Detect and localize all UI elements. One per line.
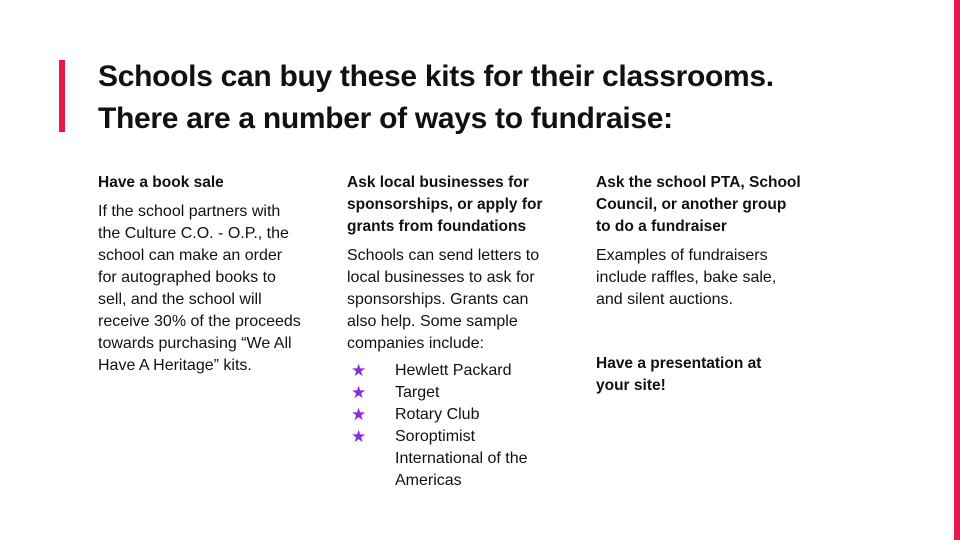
body-line: companies include: xyxy=(347,335,484,352)
heading-line: Ask the school PTA, School xyxy=(596,174,801,191)
list-item-text xyxy=(395,382,572,404)
heading-line: Have a book sale xyxy=(98,174,224,191)
list-item-text xyxy=(395,404,572,426)
body-line: and silent auctions. xyxy=(596,291,733,308)
body-line: the Culture C.O. - O.P., the xyxy=(98,225,289,242)
body-line: Schools can send letters to xyxy=(347,247,540,264)
slide-title-line-1: Schools can buy these kits for their classrooms. xyxy=(98,60,774,93)
presentation-heading xyxy=(596,353,821,397)
spacer xyxy=(596,311,821,353)
column-body xyxy=(98,201,323,377)
slide-title xyxy=(98,56,898,140)
column-heading xyxy=(596,172,821,238)
heading-line: Council, or another group xyxy=(596,196,787,213)
column-local-businesses xyxy=(347,172,572,492)
heading-line: your site! xyxy=(596,377,666,394)
star-icon: ★ xyxy=(351,405,367,424)
list-item xyxy=(347,404,572,426)
heading-line: grants from foundations xyxy=(347,218,527,235)
body-line: If the school partners with xyxy=(98,203,281,220)
column-book-sale xyxy=(98,172,323,377)
body-line: for autographed books to xyxy=(98,269,276,286)
body-line: sponsorships. Grants can xyxy=(347,291,529,308)
star-icon: ★ xyxy=(351,383,367,402)
body-line: school can make an order xyxy=(98,247,283,264)
heading-line: Have a presentation at xyxy=(596,355,762,372)
list-item-line: International of the xyxy=(395,450,528,467)
heading-line: Ask local businesses for xyxy=(347,174,529,191)
list-item xyxy=(347,360,572,382)
right-accent-bar xyxy=(954,0,960,540)
star-icon: ★ xyxy=(351,427,367,446)
body-line: receive 30% of the proceeds xyxy=(98,313,301,330)
body-line: sell, and the school will xyxy=(98,291,262,308)
list-item-text xyxy=(395,426,572,492)
title-accent-bar xyxy=(59,60,65,132)
list-item xyxy=(347,426,572,492)
body-line: Have A Heritage” kits. xyxy=(98,357,252,374)
body-line: include raffles, bake sale, xyxy=(596,269,777,286)
body-line: Examples of fundraisers xyxy=(596,247,768,264)
column-body xyxy=(596,245,821,311)
list-item-line: Americas xyxy=(395,472,462,489)
column-heading xyxy=(347,172,572,238)
column-heading xyxy=(98,172,323,194)
column-body xyxy=(347,245,572,355)
list-item-line: Soroptimist xyxy=(395,428,476,445)
heading-line: sponsorships, or apply for xyxy=(347,196,543,213)
list-item xyxy=(347,382,572,404)
slide-title-line-2: There are a number of ways to fundraise: xyxy=(98,102,673,135)
heading-line: to do a fundraiser xyxy=(596,218,727,235)
list-item-line: Target xyxy=(395,384,440,401)
column-pta-fundraiser xyxy=(596,172,821,404)
body-line: towards purchasing “We All xyxy=(98,335,292,352)
body-line: also help. Some sample xyxy=(347,313,518,330)
list-item-text xyxy=(395,360,572,382)
star-icon: ★ xyxy=(351,361,367,380)
sample-companies-list xyxy=(347,360,572,492)
body-line: local businesses to ask for xyxy=(347,269,535,286)
list-item-line: Hewlett Packard xyxy=(395,362,512,379)
list-item-line: Rotary Club xyxy=(395,406,480,423)
